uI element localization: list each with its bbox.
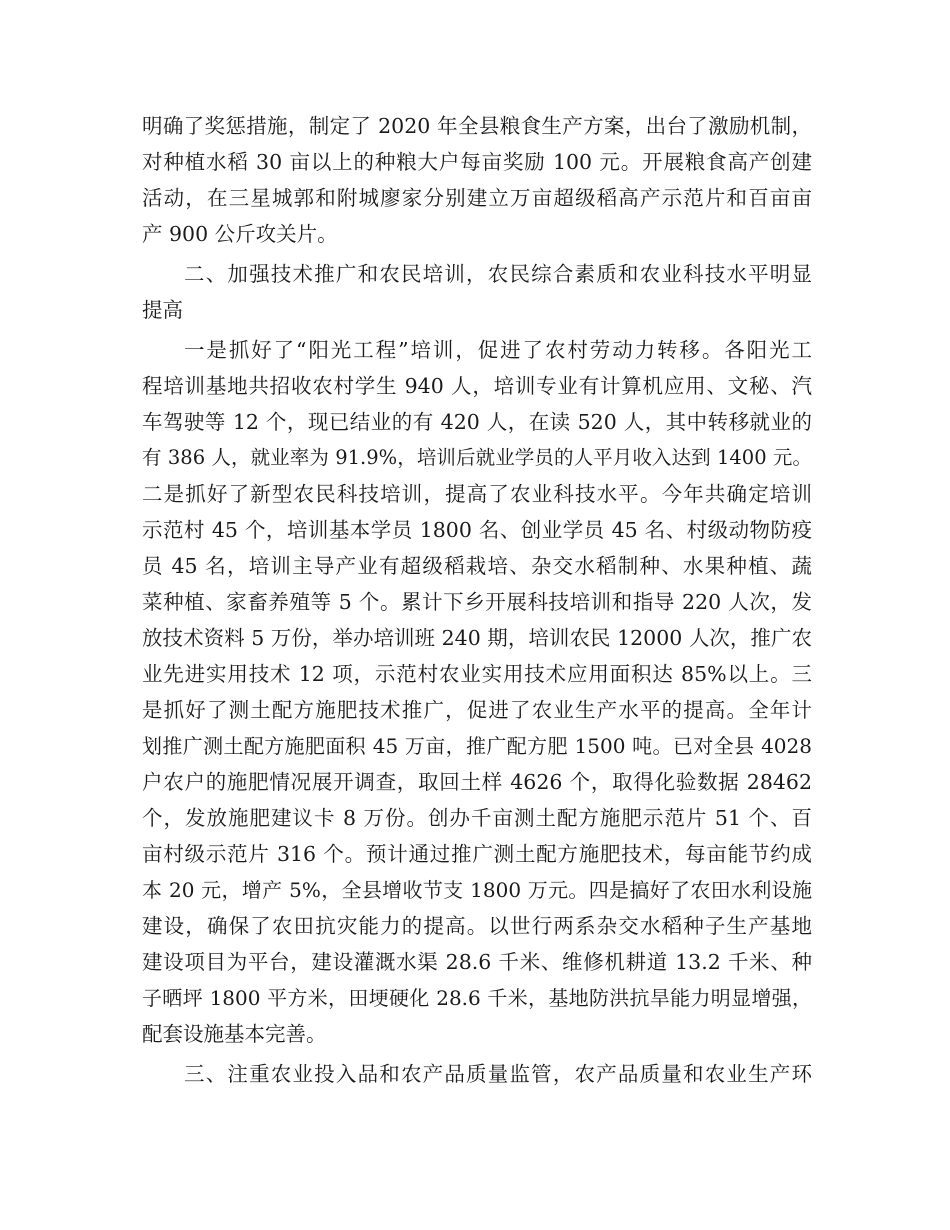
section-heading: 三、注重农业投入品和农产品质量监管，农产品质量和农业生产环	[184, 1062, 812, 1086]
text-line: 业先进实用技术 12 项，示范村农业实用技术应用面积达 85%以上。三	[142, 662, 812, 686]
text-line: 二是抓好了新型农民科技培训，提高了农业科技水平。今年共确定培训	[142, 482, 812, 506]
text-line: 子晒坪 1800 平方米，田埂硬化 28.6 千米，基地防洪抗旱能力明显增强，	[142, 986, 812, 1010]
text-line: 对种植水稻 30 亩以上的种粮大户每亩奖励 100 元。开展粮食高产创建	[142, 150, 812, 174]
text-line: 是抓好了测土配方施肥技术推广，促进了农业生产水平的提高。全年计	[142, 698, 812, 722]
text-line: 建设项目为平台，建设灌溉水渠 28.6 千米、维修机耕道 13.2 千米、种	[142, 950, 812, 974]
text-line: 示范村 45 个，培训基本学员 1800 名、创业学员 45 名、村级动物防疫	[142, 518, 812, 542]
text-line: 车驾驶等 12 个，现已结业的有 420 人，在读 520 人，其中转移就业的	[142, 410, 812, 434]
text-line: 活动，在三星城郭和附城廖家分别建立万亩超级稻高产示范片和百亩亩	[142, 186, 812, 210]
text-line: 产 900 公斤攻关片。	[142, 222, 338, 246]
text-line: 个，发放施肥建议卡 8 万份。创办千亩测土配方施肥示范片 51 个、百	[142, 806, 812, 830]
text-line: 划推广测土配方施肥面积 45 万亩，推广配方肥 1500 吨。已对全县 4028	[142, 734, 812, 758]
section-heading: 二、加强技术推广和农民培训，农民综合素质和农业科技水平明显	[184, 262, 812, 286]
text-line: 放技术资料 5 万份，举办培训班 240 期，培训农民 12000 人次，推广农	[142, 626, 812, 650]
text-line: 亩村级示范片 316 个。预计通过推广测土配方施肥技术，每亩能节约成	[142, 842, 812, 866]
text-line: 明确了奖惩措施，制定了 2020 年全县粮食生产方案，出台了激励机制，	[142, 114, 812, 138]
text-line: 一是抓好了“阳光工程”培训，促进了农村劳动力转移。各阳光工	[184, 338, 812, 362]
section-heading: 提高	[142, 298, 183, 322]
text-line: 程培训基地共招收农村学生 940 人，培训专业有计算机应用、文秘、汽	[142, 374, 812, 398]
text-line: 员 45 名，培训主导产业有超级稻栽培、杂交水稻制种、水果种植、蔬	[142, 554, 812, 578]
text-line: 户农户的施肥情况展开调查，取回土样 4626 个，取得化验数据 28462	[142, 770, 812, 794]
text-line: 配套设施基本完善。	[142, 1022, 327, 1046]
text-line: 本 20 元，增产 5%，全县增收节支 1800 万元。四是搞好了农田水利设施	[142, 878, 812, 902]
text-line: 菜种植、家畜养殖等 5 个。累计下乡开展科技培训和指导 220 人次，发	[142, 590, 812, 614]
text-line: 有 386 人，就业率为 91.9%，培训后就业学员的人平月收入达到 1400 元。	[142, 446, 812, 469]
text-line: 建设，确保了农田抗灾能力的提高。以世行两系杂交水稻种子生产基地	[142, 914, 812, 938]
